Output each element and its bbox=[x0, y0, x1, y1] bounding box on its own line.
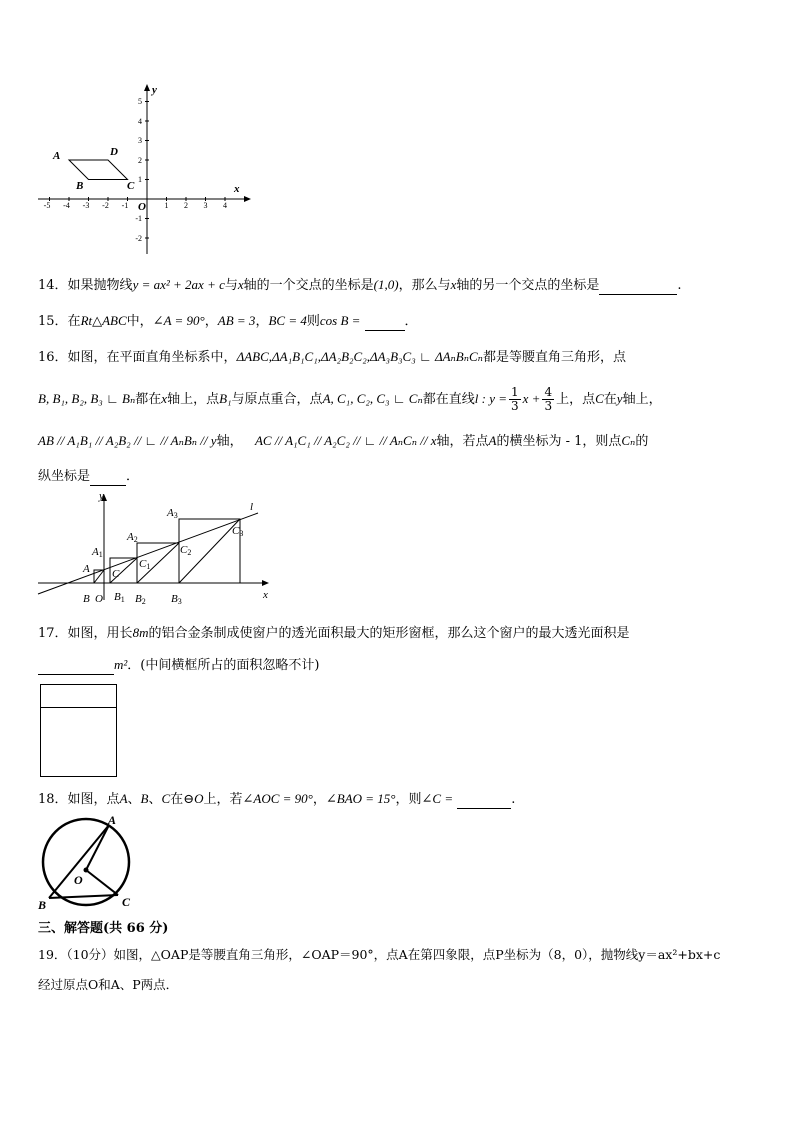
length: 8m bbox=[132, 625, 149, 640]
point-list: A, C₁, C₂, C₃ ∟ Cₙ bbox=[322, 391, 423, 406]
point: (1,0) bbox=[373, 277, 399, 292]
text: . bbox=[511, 792, 516, 807]
point-a-label: A bbox=[83, 563, 90, 575]
x-tick: -4 bbox=[63, 201, 70, 210]
question-number: 17． bbox=[38, 626, 68, 641]
unit: m² bbox=[114, 657, 128, 672]
text: 纵坐标是 bbox=[38, 469, 91, 484]
x-tick: -1 bbox=[121, 201, 129, 210]
x-tick: 2 bbox=[184, 201, 188, 210]
y-tick: 4 bbox=[138, 117, 142, 126]
y-axis-label: y bbox=[99, 490, 104, 502]
text: 都是等腰直角三角形，点 bbox=[482, 350, 626, 365]
text: 则 bbox=[306, 314, 320, 329]
question-number: 14． bbox=[38, 278, 68, 293]
point-d-label: D bbox=[110, 146, 118, 158]
point-c-label: C bbox=[122, 895, 131, 909]
text: 的 bbox=[635, 434, 649, 449]
point: A bbox=[488, 433, 497, 448]
question-17-line-1 bbox=[38, 624, 629, 643]
question-14 bbox=[38, 276, 682, 295]
x-tick: 4 bbox=[223, 201, 227, 210]
y-axis-label: y bbox=[152, 84, 157, 96]
point: C bbox=[161, 791, 171, 806]
text: ．(中间横框所占的面积忽略不计) bbox=[127, 658, 320, 673]
y-tick: 1 bbox=[138, 175, 142, 184]
x-axis-label: x bbox=[234, 183, 240, 195]
triangle-list: ΔABC,ΔA₁B₁C₁,ΔA₂B₂C₂,ΔA₃B₃C₃ ∟ ΔAₙBₙCₙ bbox=[236, 349, 483, 364]
point-a-label: A bbox=[108, 813, 117, 827]
answer-blank[interactable] bbox=[38, 660, 114, 675]
question-15 bbox=[38, 312, 418, 331]
window-crossbar bbox=[41, 707, 116, 708]
var-x: x bbox=[450, 277, 457, 292]
coordinate-figure-13 bbox=[30, 82, 260, 258]
x-tick: 3 bbox=[203, 201, 208, 210]
var: y bbox=[616, 391, 623, 406]
question-19-line-2: 经过原点O和A、P两点． bbox=[38, 977, 179, 992]
fraction: $\frac{1}{3}$ bbox=[511, 385, 519, 413]
point-c3-label: C3 bbox=[232, 525, 244, 538]
text: 都在直线 bbox=[422, 392, 475, 407]
text: . bbox=[677, 278, 682, 293]
parallelogram-abcd bbox=[69, 160, 128, 180]
question-number: 15． bbox=[38, 314, 68, 329]
text: ， bbox=[255, 314, 269, 329]
question-16-line-3 bbox=[38, 432, 648, 451]
x-tick: -5 bbox=[43, 201, 51, 210]
point-b-label: B bbox=[38, 898, 47, 912]
line-l-label: l bbox=[250, 501, 254, 513]
ask: cos B = bbox=[319, 313, 361, 328]
point-c1-label: C1 bbox=[139, 558, 151, 571]
text: 、 bbox=[148, 792, 162, 807]
point-c-label: C bbox=[127, 180, 135, 192]
x-tick: -2 bbox=[102, 201, 109, 210]
question-18 bbox=[38, 790, 515, 809]
condition: BC = 4 bbox=[268, 313, 307, 328]
section-heading: 三、解答题(共 66 分) bbox=[38, 921, 169, 936]
text: ． bbox=[404, 314, 418, 329]
parallel-list: AC // A₁C₁ // A₂C₂ // ∟ // AₙCₙ // x bbox=[254, 433, 437, 448]
text: ，那么与 bbox=[398, 278, 451, 293]
point-c2-label: C2 bbox=[180, 544, 192, 557]
text: 轴的一个交点的坐标是 bbox=[243, 278, 374, 293]
condition: ∠AOC = 90° bbox=[242, 791, 313, 806]
question-19-line-1: 19．（10分）如图，△OAP是等腰直角三角形，∠OAP＝90°，点A在第四象限，点P坐标为（8，0），抛物线y＝ax²+bx+c bbox=[38, 947, 721, 962]
x-axis-label: x bbox=[263, 589, 268, 601]
window-frame-figure bbox=[40, 684, 117, 777]
point-list: B, B₁, B₂, B₃ ∟ Bₙ bbox=[38, 391, 136, 406]
condition: ∠BAO = 15° bbox=[325, 791, 396, 806]
answer-blank[interactable] bbox=[365, 316, 405, 331]
question-16-line-4 bbox=[38, 468, 139, 486]
point: C bbox=[595, 391, 604, 406]
answer-blank[interactable] bbox=[90, 471, 126, 486]
text: ， bbox=[204, 314, 218, 329]
line-equation: x + bbox=[522, 391, 541, 406]
text: 的铝合金条制成使窗户的透光面积最大的矩形窗框，那么这个窗户的最大透光面积是 bbox=[148, 626, 630, 641]
condition: AB = 3 bbox=[217, 313, 256, 328]
text: 与 bbox=[224, 278, 238, 293]
text: 如图，在平面直角坐标系中， bbox=[67, 350, 237, 365]
fraction: $\frac{4}{3}$ bbox=[544, 385, 553, 413]
question-number: 18． bbox=[38, 792, 68, 807]
point: A bbox=[119, 791, 128, 806]
var: x bbox=[161, 391, 168, 406]
point-a2-label: A2 bbox=[127, 531, 138, 544]
text: 如图，用长 bbox=[67, 626, 133, 641]
text: 都在 bbox=[135, 392, 162, 407]
text: 在 bbox=[67, 314, 81, 329]
answer-blank[interactable] bbox=[599, 280, 677, 295]
y-tick: -2 bbox=[135, 234, 142, 243]
question-16-line-1 bbox=[38, 348, 626, 367]
point-a3-label: A3 bbox=[167, 507, 178, 520]
point: Cₙ bbox=[621, 433, 636, 448]
origin-label: O bbox=[74, 873, 83, 887]
text: 上，若 bbox=[203, 792, 243, 807]
origin-label: O bbox=[138, 201, 146, 213]
question-17-line-2 bbox=[38, 656, 319, 675]
origin-label: O bbox=[95, 593, 103, 605]
text: 、 bbox=[127, 792, 141, 807]
point-b-label: B bbox=[76, 180, 84, 192]
answer-blank[interactable] bbox=[457, 794, 511, 809]
text: 轴上，点 bbox=[167, 392, 220, 407]
parallel-list: AB // A₁B₁ // A₂B₂ // ∟ // AₙBₙ // y bbox=[38, 433, 217, 448]
text: 与原点重合，点 bbox=[231, 392, 323, 407]
text: 的横坐标为 - 1，则点 bbox=[496, 434, 622, 449]
text: 轴，若点 bbox=[436, 434, 489, 449]
figure-16-triangles bbox=[36, 486, 276, 610]
point-b-label: B bbox=[83, 593, 90, 605]
parabola-equation: y = ax² + 2ax + c bbox=[132, 277, 225, 292]
var-x: x bbox=[237, 277, 244, 292]
circle: ⊖O bbox=[183, 791, 204, 806]
ask: ∠C = bbox=[421, 791, 454, 806]
text: 在 bbox=[603, 392, 617, 407]
text: 在 bbox=[170, 792, 184, 807]
y-tick: 5 bbox=[138, 97, 142, 106]
point-c-label: C bbox=[112, 568, 120, 580]
x-tick: 1 bbox=[164, 201, 169, 210]
text: 中， bbox=[126, 314, 153, 329]
text: ，则 bbox=[395, 792, 422, 807]
point-a1-label: A1 bbox=[92, 546, 103, 559]
text: 轴的另一个交点的坐标是 bbox=[456, 278, 600, 293]
text: ， bbox=[312, 792, 326, 807]
question-number: 16． bbox=[38, 350, 68, 365]
text: 轴， bbox=[216, 434, 243, 449]
y-tick: -1 bbox=[135, 214, 142, 223]
text: 轴上， bbox=[622, 392, 662, 407]
point-b1-label: B1 bbox=[114, 591, 125, 604]
question-16-line-2 bbox=[38, 386, 662, 413]
y-tick: 2 bbox=[138, 156, 142, 165]
triangle: Rt△ABC bbox=[80, 313, 127, 328]
x-tick: -3 bbox=[82, 201, 90, 210]
point: B bbox=[140, 791, 149, 806]
point-b3-label: B3 bbox=[171, 593, 182, 606]
point-b2-label: B2 bbox=[135, 593, 146, 606]
text: 如果抛物线 bbox=[67, 278, 133, 293]
point: B₁ bbox=[219, 391, 232, 406]
point-a-label: A bbox=[53, 150, 61, 162]
y-tick: 3 bbox=[138, 136, 142, 145]
line-equation: l : y = bbox=[474, 391, 507, 406]
text: 上，点 bbox=[556, 392, 596, 407]
condition: ∠A = 90° bbox=[152, 313, 205, 328]
circle-figure-18 bbox=[34, 812, 144, 912]
text: ． bbox=[126, 469, 140, 484]
text: 如图，点 bbox=[67, 792, 120, 807]
